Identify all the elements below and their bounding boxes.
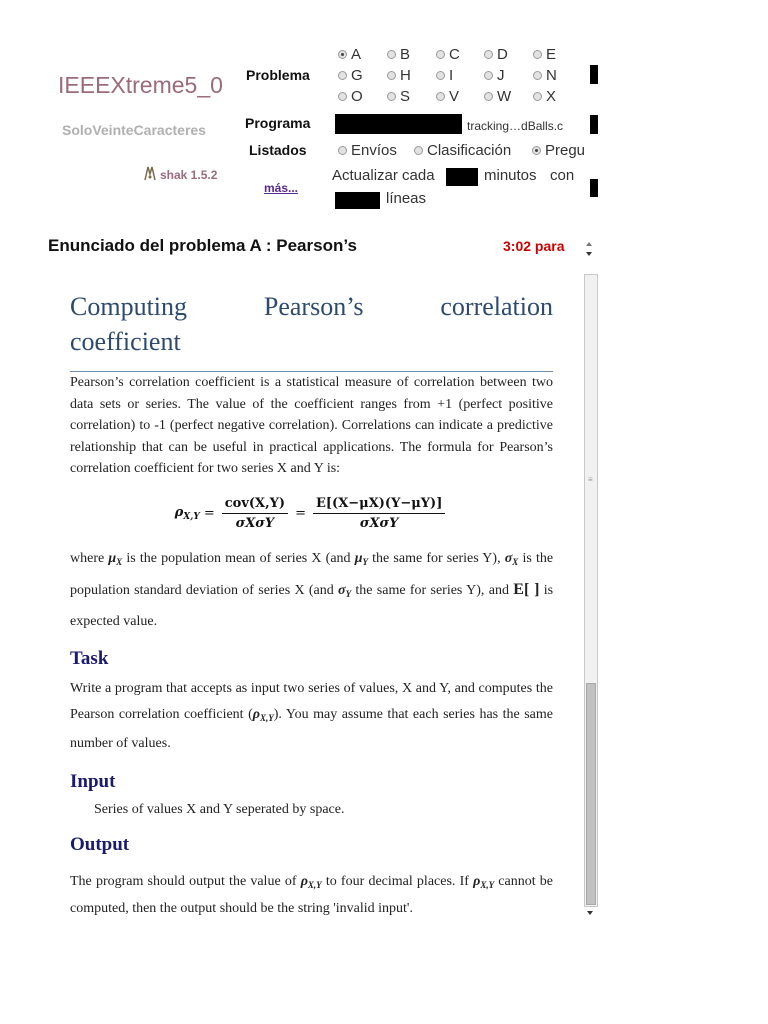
formula-cov-numerator: cov(X,Y) [222, 496, 288, 514]
pearson-formula [70, 496, 553, 531]
refresh-prefix: Actualizar cada [332, 167, 435, 184]
radio-label: C [449, 46, 460, 63]
brand-subtitle: SoloVeinteCaracteres [62, 122, 206, 138]
problem-statement-panel [55, 265, 585, 915]
program-file-picker[interactable] [335, 114, 462, 134]
radio-option[interactable] [338, 46, 361, 63]
radio-option[interactable] [533, 67, 557, 84]
radio-label: O [351, 88, 363, 105]
radio-label: N [546, 67, 557, 84]
radio-option[interactable] [436, 88, 459, 105]
input-text: Series of values X and Y seperated by space. [94, 801, 345, 817]
refresh-con: con [550, 167, 575, 184]
radio-option[interactable] [532, 142, 585, 159]
radio-dot-icon[interactable] [484, 92, 493, 101]
program-label: Programa [245, 115, 311, 131]
radio-dot-icon[interactable] [387, 71, 396, 80]
output-text: The program should output the value of $\rho_{X,Y}$ to four decimal places. If $\rho_{X,Y}$ cannot be computed, then the output should be the string 'invalid input'. [70, 874, 554, 915]
formula-equals-2: = [295, 505, 306, 521]
radio-dot-icon[interactable] [436, 71, 445, 80]
radio-label: G [351, 67, 363, 84]
radio-dot-icon[interactable] [532, 146, 541, 155]
radio-option[interactable] [484, 67, 505, 84]
program-file-name: tracking…dBalls.c [467, 119, 564, 133]
radio-option[interactable] [484, 46, 508, 63]
radio-dot-icon[interactable] [436, 50, 445, 59]
radio-label: E [546, 46, 557, 63]
statement-document [70, 265, 553, 915]
radio-label: A [351, 46, 362, 63]
refresh-lines-label: líneas [386, 190, 427, 207]
radio-label: Clasificación [427, 142, 512, 159]
scrollbar-thumb[interactable] [586, 683, 596, 905]
radio-label: X [546, 88, 557, 105]
radio-label: I [449, 67, 454, 84]
brand-version [143, 165, 217, 184]
more-link[interactable]: más... [264, 181, 299, 195]
formula-fraction-cov [222, 496, 288, 531]
formula-equals-1: = [203, 505, 215, 521]
output-heading: Output [70, 834, 130, 855]
radio-label: Pregu [545, 142, 586, 159]
radio-option[interactable] [338, 67, 363, 84]
radio-label: J [497, 67, 505, 84]
statement-title [70, 289, 553, 359]
radio-label: H [400, 67, 411, 84]
statement-title-line1: Computing Pearson’s correlation [70, 292, 553, 321]
radio-label: Envíos [351, 142, 397, 159]
problem-label: Problema [246, 67, 310, 83]
refresh-unit: minutos [484, 167, 537, 184]
statement-intro: Pearson’s correlation coefficient is a statistical measure of correlation between two data sets or series. The value of the coefficient ranges from +1 (perfect positive correlation) to -1 (perfect negative correlation). Correlations can indicate a predictive relationship that can be useful in practical applications. The formula for Pearson’s correlation coefficient for two series X and Y is: [70, 375, 553, 476]
formula-lhs: $\rho_{X,Y}$ [174, 504, 200, 522]
scroll-down-arrow-icon[interactable] [586, 252, 592, 256]
submit-button[interactable] [590, 115, 598, 134]
radio-option[interactable] [387, 67, 411, 84]
radio-option[interactable] [533, 46, 556, 63]
refresh-minutes-input[interactable] [446, 168, 478, 186]
radio-option[interactable] [414, 142, 511, 159]
formula-expectation-numerator: E[(X−μX)(Y−μY)] [313, 496, 445, 514]
version-label: shak 1.5.2 [160, 167, 218, 182]
radio-option[interactable] [533, 88, 556, 105]
radio-dot-icon[interactable] [338, 71, 347, 80]
contest-timer: 3:02 para [503, 238, 565, 254]
radio-option[interactable] [387, 88, 410, 105]
formula-cov-denominator: σXσY [235, 515, 275, 531]
scroll-up-arrow-icon[interactable] [586, 242, 592, 246]
statement-title-line2: coefficient [70, 327, 181, 356]
formula-fraction-expectation [313, 496, 445, 531]
scrollbar-down-arrow-icon[interactable] [587, 911, 593, 915]
problem-action-button[interactable] [590, 65, 598, 84]
radio-label: S [400, 88, 411, 105]
radio-dot-icon[interactable] [533, 71, 542, 80]
radio-dot-icon[interactable] [533, 50, 542, 59]
formula-expectation-denominator: σXσY [359, 515, 399, 531]
refresh-action-button[interactable] [590, 179, 598, 197]
statement-scrollbar[interactable] [584, 274, 598, 907]
radio-option[interactable] [338, 88, 363, 105]
radio-option[interactable] [338, 142, 397, 159]
task-heading: Task [70, 647, 109, 669]
radio-dot-icon[interactable] [484, 71, 493, 80]
radio-dot-icon[interactable] [436, 92, 445, 101]
problem-statement-header: Enunciado del problema A : Pearson’s [48, 236, 357, 255]
radio-dot-icon[interactable] [414, 146, 423, 155]
radio-option[interactable] [436, 46, 460, 63]
radio-label: W [497, 88, 512, 105]
radio-label: D [497, 46, 508, 63]
radio-label: B [400, 46, 411, 63]
listings-label: Listados [249, 142, 307, 158]
radio-option[interactable] [484, 88, 511, 105]
input-heading: Input [70, 770, 116, 792]
radio-dot-icon[interactable] [338, 50, 347, 59]
radio-dot-icon[interactable] [387, 92, 396, 101]
mooshak-logo-icon [143, 165, 157, 184]
radio-dot-icon[interactable] [338, 146, 347, 155]
brand-title: IEEEXtreme5_0 [58, 72, 223, 98]
scroll-grip-icon: ≡ [588, 475, 593, 484]
radio-dot-icon[interactable] [387, 50, 396, 59]
radio-option[interactable] [387, 46, 410, 63]
radio-option[interactable] [436, 67, 453, 84]
refresh-lines-input[interactable] [335, 192, 380, 209]
formula-explanation: where $\mu_X$ is the population mean of series X (and $\mu_Y$ the same for series Y), $\sigma_X$ is the population standard deviation of series X (and $\sigma_Y$ the same for series Y), and E[ ] is expected value. [70, 550, 554, 629]
radio-dot-icon[interactable] [484, 50, 493, 59]
radio-dot-icon[interactable] [338, 92, 347, 101]
radio-label: V [449, 88, 460, 105]
radio-dot-icon[interactable] [533, 92, 542, 101]
task-text: Write a program that accepts as input two series of values, X and Y, and computes the Pearson correlation coefficient $(\rho_{X,Y})$. You may assume that each series has the same number of values. [70, 680, 554, 751]
